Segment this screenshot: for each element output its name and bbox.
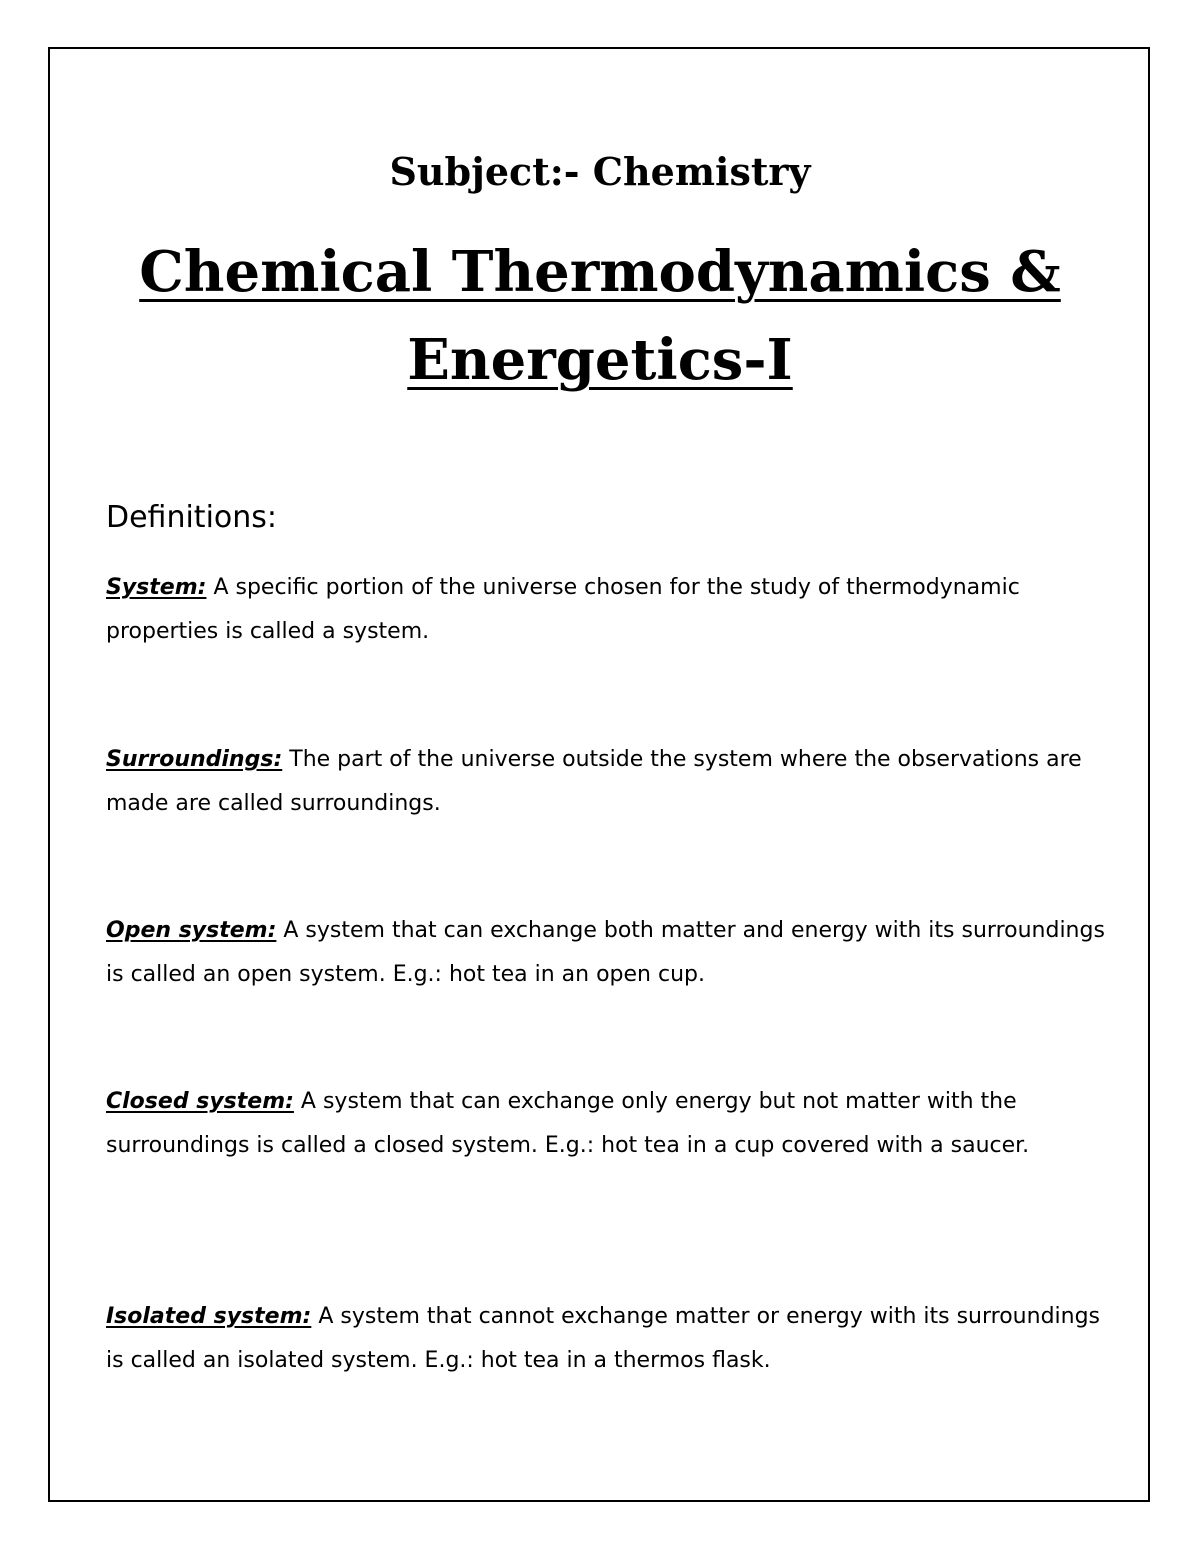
- definition-term: Open system:: [106, 918, 277, 943]
- definition-term: Surroundings:: [106, 747, 283, 772]
- definition-text: A system that can exchange only energy but not matter with the surroundings is called a closed system. E.g.: hot tea in a cup covered with a saucer.: [106, 1089, 1030, 1158]
- document-title: [0, 228, 1200, 404]
- definition-surroundings: [106, 738, 1106, 826]
- definition-text: A specific portion of the universe chosen for the study of thermodynamic properties is called a system.: [106, 575, 1020, 644]
- title-line-2: Energetics-I: [407, 327, 793, 393]
- definitions-heading: Definitions:: [106, 500, 278, 535]
- definition-system: [106, 566, 1106, 654]
- definition-term: System:: [106, 575, 207, 600]
- definition-text: The part of the universe outside the system where the observations are made are called surroundings.: [106, 747, 1082, 816]
- definition-closed-system: [106, 1080, 1106, 1168]
- title-line-1: Chemical Thermodynamics &: [139, 239, 1061, 305]
- definition-isolated-system: [106, 1295, 1106, 1383]
- definition-open-system: [106, 909, 1106, 997]
- definition-text: A system that cannot exchange matter or energy with its surroundings is called an isolated system. E.g.: hot tea in a thermos flask.: [106, 1304, 1101, 1373]
- definition-term: Closed system:: [106, 1089, 294, 1114]
- subject-heading: Subject:- Chemistry: [389, 149, 811, 194]
- definition-text: A system that can exchange both matter and energy with its surroundings is called an open system. E.g.: hot tea in an open cup.: [106, 918, 1105, 987]
- definition-term: Isolated system:: [106, 1304, 312, 1329]
